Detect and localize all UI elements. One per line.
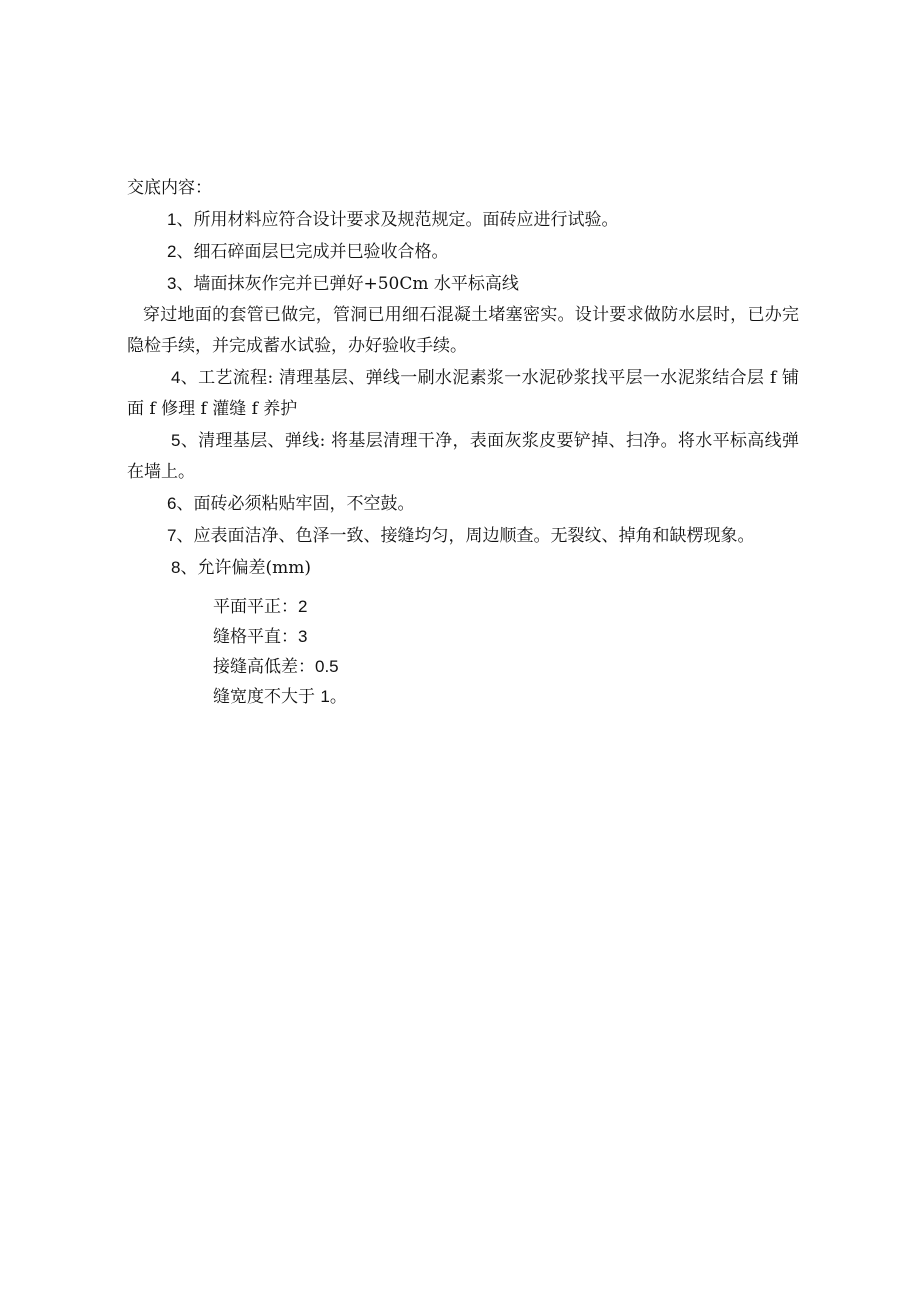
tolerance-label: 缝宽度不大于: [213, 687, 321, 707]
item-text: 、墙面抹灰作完并已弹好+50Cm 水平标高线: [176, 274, 519, 294]
item-number: 6: [167, 494, 177, 513]
item-number: 2: [167, 242, 177, 261]
tolerance-label: 接缝高低差：: [213, 657, 315, 677]
item-text: 、应表面洁净、色泽一致、接缝均匀，周边顺查。无裂纹、掉角和缺楞现象。: [176, 526, 755, 546]
item-number: 7: [167, 526, 177, 545]
item-text: 、面砖必须粘贴牢固，不空鼓。: [176, 494, 415, 514]
tolerance-label: 平面平正：: [213, 597, 298, 617]
item-7: [127, 520, 799, 552]
tolerance-flatness: [127, 592, 799, 622]
tolerance-joint-height-diff: [127, 652, 799, 682]
item-4: [127, 362, 799, 425]
item-6: [127, 488, 799, 520]
section-heading: 交底内容：: [127, 178, 212, 198]
item-text: 、细石碎面层巳完成并巳验收合格。: [176, 242, 449, 262]
item-text: 穿过地面的套管已做完，管洞已用细石混凝土堵塞密实。设计要求做防水层时，已办完隐检手续，并完成蓄水试验，办好验收手续。: [127, 305, 799, 356]
item-3: [127, 268, 799, 300]
item-text: 、所用材料应符合设计要求及规范规定。面砖应进行试验。: [176, 210, 619, 230]
item-5: [127, 425, 799, 488]
item-number: 1: [167, 210, 177, 229]
item-number: 5: [171, 431, 181, 450]
item-8: [127, 552, 799, 584]
item-1: [127, 204, 799, 236]
item-text: 、工艺流程: 清理基层、弹线一刷水泥素浆一水泥砂浆找平层一水泥浆结合层 f 铺面 f 修理 f 灌缝 f 养护: [127, 368, 799, 419]
item-number: 4: [171, 368, 181, 387]
item-number: 3: [167, 274, 177, 293]
item-text: 、允许偏差(mm): [180, 558, 311, 578]
tolerance-joint-straightness: [127, 622, 799, 652]
document-body: [127, 173, 799, 712]
item-number: 8: [171, 558, 181, 577]
tolerance-value: 2: [298, 597, 308, 616]
tolerance-value: 3: [298, 627, 308, 646]
item-3-continuation: [127, 300, 799, 362]
spacer: [127, 584, 799, 592]
item-2: [127, 236, 799, 268]
tolerance-joint-width: [127, 682, 799, 712]
tolerance-value: 0.5: [315, 657, 339, 676]
tolerance-value: 1。: [320, 687, 347, 706]
tolerance-label: 缝格平直：: [213, 627, 298, 647]
item-text: 、清理基层、弹线: 将基层清理干净，表面灰浆皮要铲掉、扫净。将水平标高线弹在墙上。: [127, 431, 799, 482]
